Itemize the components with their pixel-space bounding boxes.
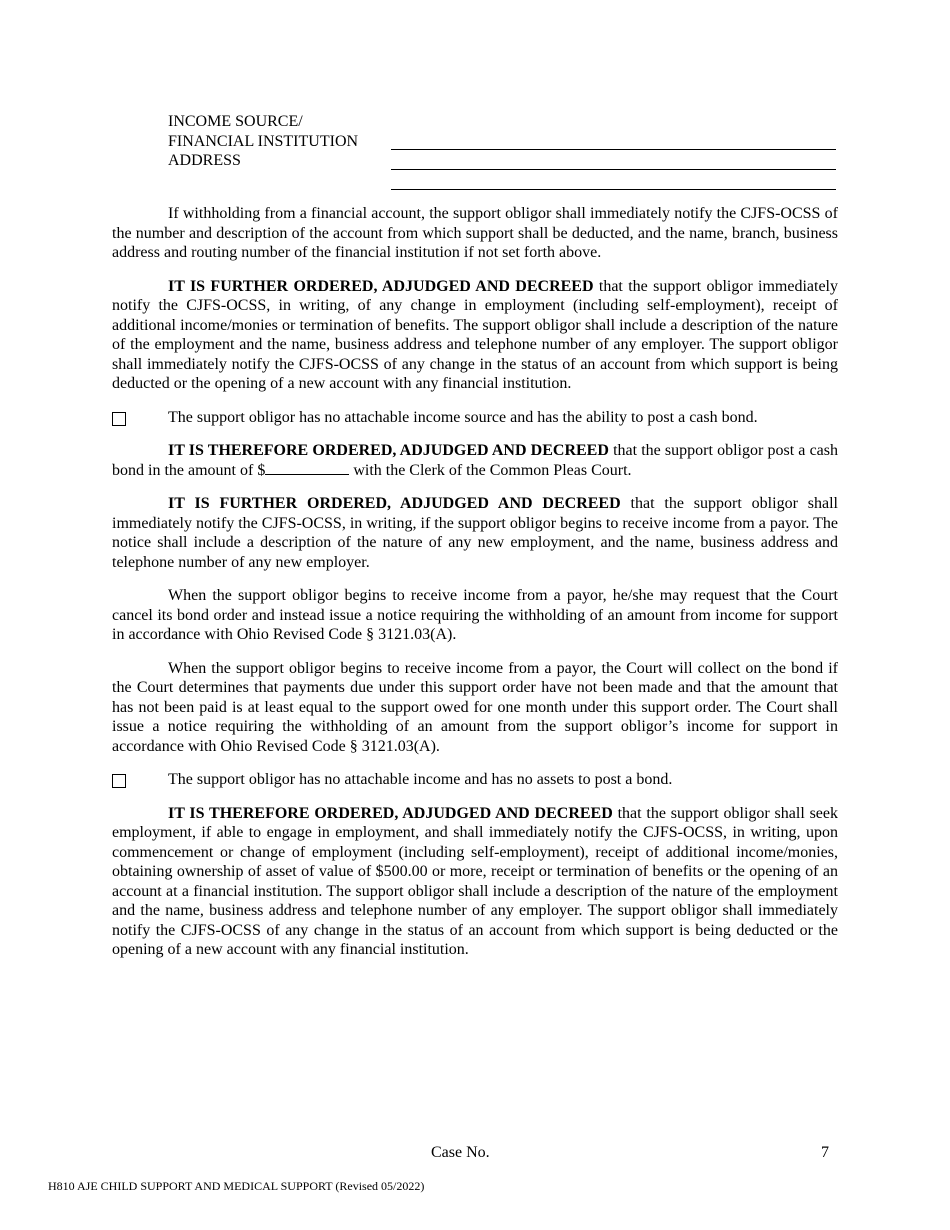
- paragraph-text: that the support obligor immediately notify the CJFS-OCSS, in writing, of any change in employment (including self-employment), receipt of additional income/monies or termination of benefits. The support obligor shall include a description of the nature of the employment and the name, business address and telephone number of any employer. The support obligor shall immediately notify the CJFS-OCSS of any change in the status of an account from which support is being deducted or the opening of a new account with any financial institution.: [112, 277, 839, 392]
- institution-address-blank-2[interactable]: [391, 189, 836, 190]
- bond-amount-blank[interactable]: [265, 461, 349, 475]
- decree-heading: IT IS THEREFORE ORDERED, ADJUDGED AND DECREED: [168, 442, 609, 459]
- paragraph-text: that the support obligor shall seek employment, if able to engage in employment, and shall immediately notify the CJFS-OCSS, in writing, upon commencement or change of employment (including self-employment), receipt of additional income/monies, obtaining ownership of asset of value of $500.00 or more, receipt or termination of benefits or the opening of an account at a financial institution. The support obligor shall include a description of the nature of the employment and the name, business address and telephone number of any employer. The support obligor shall immediately notify the CJFS-OCSS of any change in the status of an account from which support is being deducted or the opening of a new account with any financial institution.: [112, 804, 838, 958]
- decree-heading: IT IS THEREFORE ORDERED, ADJUDGED AND DECREED: [168, 804, 613, 822]
- case-number-label: Case No.: [431, 1144, 490, 1161]
- income-source-label-line-2: FINANCIAL INSTITUTION: [168, 132, 359, 150]
- form-identifier: H810 AJE CHILD SUPPORT AND MEDICAL SUPPORT (Revised 05/2022): [48, 1179, 425, 1193]
- paragraph-account-notice: [112, 204, 838, 263]
- option-no-assets-label: The support obligor has no attachable income and has no assets to post a bond.: [168, 771, 673, 788]
- no-assets-checkbox[interactable]: [112, 774, 126, 788]
- order-body: [112, 204, 838, 974]
- paragraph-text: When the support obligor begins to receive income from a payor, he/she may request that the Court cancel its bond order and instead issue a notice requiring the withholding of an amount from income for support in accordance with Ohio Revised Code § 3121.03(A).: [112, 587, 838, 643]
- paragraph-text: When the support obligor begins to receive income from a payor, the Court will collect on the bond if the Court determines that payments due under this support order have not been made and that the amount that has not been paid is at least equal to the support owed for one month under this support order. The Court shall issue a notice requiring the withholding of an amount from the support obligor’s income for support in accordance with Ohio Revised Code § 3121.03(A).: [112, 659, 838, 755]
- page-number: 7: [821, 1144, 829, 1161]
- paragraph-text: that the support obligor shall immediately notify the CJFS-OCSS, in writing, if the support obligor begins to receive income from a payor. The notice shall include a description of the nature of any new employment, and the name, business address and telephone number of any new employer.: [112, 495, 838, 571]
- paragraph-cancel-bond: [112, 586, 838, 645]
- decree-heading: IT IS FURTHER ORDERED, ADJUDGED AND DECREED: [168, 277, 594, 295]
- paragraph-text: that the support obligor post a cash bond in the amount of $: [112, 442, 838, 479]
- paragraph-collect-bond: [112, 659, 838, 757]
- cash-bond-checkbox[interactable]: [112, 412, 126, 426]
- paragraph-cash-bond-order: [112, 441, 838, 480]
- institution-name-blank[interactable]: [391, 149, 836, 150]
- option-cash-bond-label: The support obligor has no attachable income source and has the ability to post a cash bond.: [168, 408, 758, 426]
- paragraph-text: with the Clerk of the Common Pleas Court.: [349, 461, 632, 479]
- income-source-labels: [168, 112, 358, 171]
- paragraph-account-notice-text: If withholding from a financial account, the support obligor shall immediately notify the CJFS-OCSS of the number and description of the account from which support shall be deducted, and the name, branch, business address and routing number of the financial institution if not set forth above.: [112, 205, 838, 261]
- income-source-label-line-3: ADDRESS: [168, 152, 241, 169]
- decree-heading: IT IS FURTHER ORDERED, ADJUDGED AND DECREED: [168, 495, 621, 512]
- option-cash-bond: [112, 408, 838, 428]
- option-no-assets: [112, 770, 838, 790]
- paragraph-seek-employment: [112, 804, 838, 960]
- paragraph-further-ordered-payor: [112, 494, 838, 572]
- paragraph-further-ordered-employment: [112, 277, 838, 394]
- institution-address-blank-1[interactable]: [391, 169, 836, 170]
- income-source-label-line-1: INCOME SOURCE/: [168, 113, 303, 130]
